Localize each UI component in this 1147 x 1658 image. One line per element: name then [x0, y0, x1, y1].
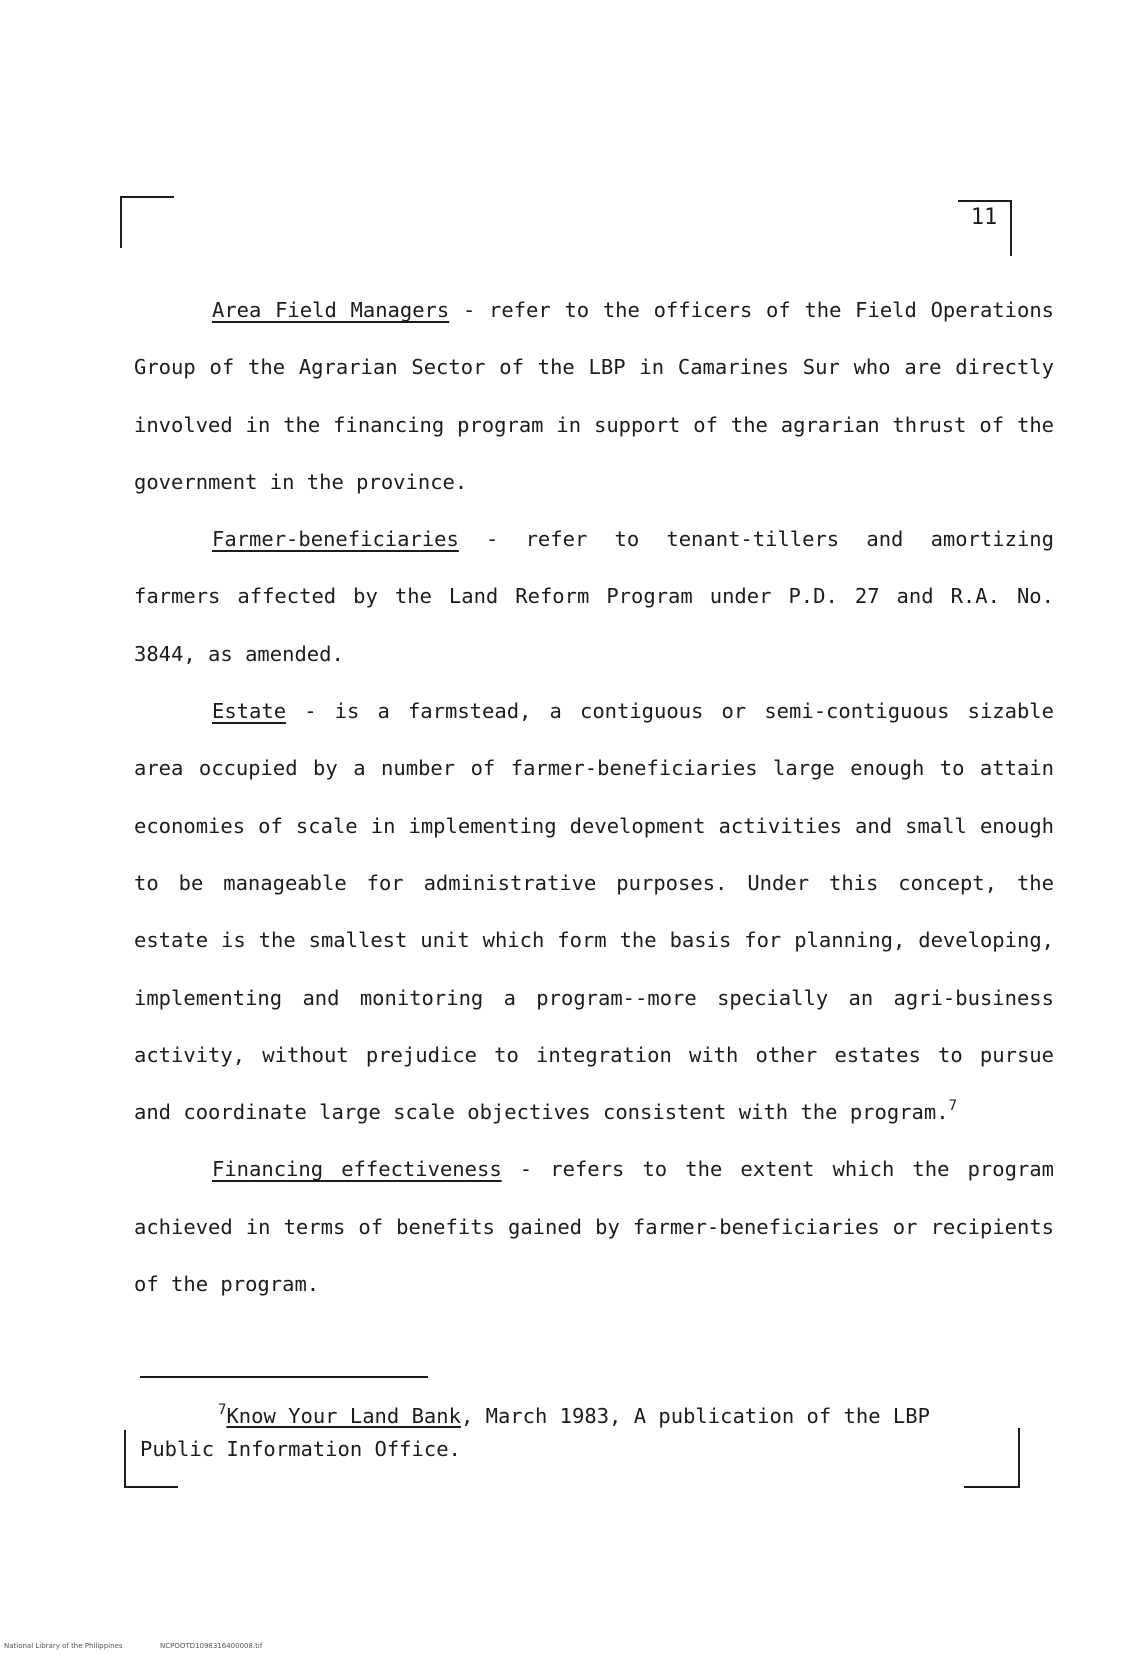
- footnote-divider: [140, 1376, 428, 1378]
- footnote-marker: 7: [218, 1402, 227, 1418]
- definition-text: - refer to tenant-tillers and amortizing farmers affected by the Land Reform Program under P.D. 27 and R.A. No. 3844, as amended.: [134, 527, 1054, 666]
- page-number: 11: [970, 205, 998, 230]
- scan-stamp-library: National Library of the Philippines: [4, 1642, 123, 1650]
- defined-term: Financing effectiveness: [212, 1157, 502, 1182]
- footnote-paragraph: [140, 1400, 980, 1466]
- definition-paragraph: [134, 511, 1054, 683]
- definition-paragraph: [134, 1141, 1054, 1313]
- defined-term: Area Field Managers: [212, 298, 450, 322]
- definition-paragraph: [134, 282, 1054, 511]
- definition-paragraph: [134, 683, 1054, 1141]
- body-text: [134, 282, 1054, 1313]
- definition-text: - is a farmstead, a contiguous or semi-contiguous sizable area occupied by a number of farmer-beneficiaries large enough to attain economies of scale in implementing development activities and small enough to be manageable for administrative purposes. Under this concept, the estate is the smallest unit which form the basis for planning, developing, implementing and monitoring a program--more specially an agri-business activity, without prejudice to integration with other estates to pursue and coordinate large scale objectives consistent with the program.: [134, 699, 1054, 1125]
- defined-term: Estate: [212, 699, 287, 724]
- footnote-reference: 7: [948, 1098, 958, 1115]
- footnote-text: , March 1983, A publication of the LBP Public Information Office.: [140, 1404, 930, 1461]
- footnote: [140, 1400, 980, 1466]
- definition-text: - refers to the extent which the program achieved in terms of benefits gained by farmer-beneficiaries or recipients of the program.: [134, 1157, 1054, 1297]
- footnote-title: Know Your Land Bank: [226, 1404, 461, 1428]
- corner-mark-top-left: [120, 196, 174, 248]
- defined-term: Farmer-beneficiaries: [212, 527, 459, 552]
- definition-text: - refer to the officers of the Field Operations Group of the Agrarian Sector of the LBP in Camarines Sur who are directly involved in the financing program in support of the agrarian thrust of the government in the province.: [134, 298, 1055, 494]
- scan-stamp-filename: NCPOOTD1098316400008.tif: [160, 1642, 263, 1650]
